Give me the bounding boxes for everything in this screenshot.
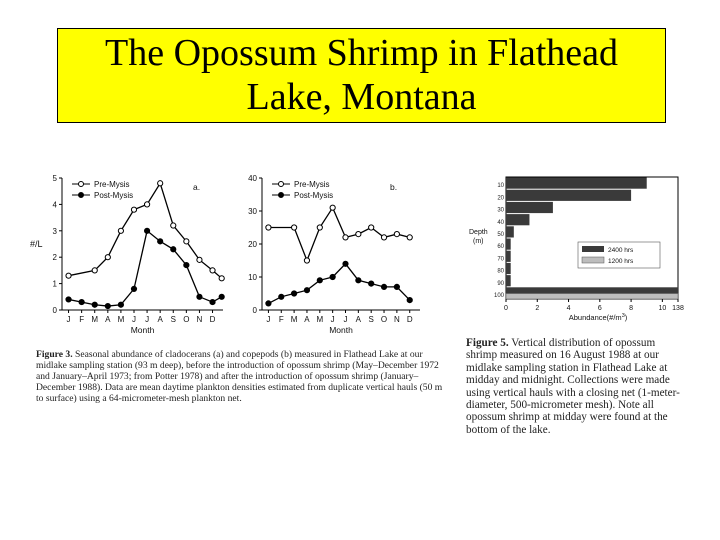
fig5-x-tick-label: 2: [535, 305, 540, 312]
fig3b-data-point: [292, 225, 297, 230]
fig3b-data-point: [279, 294, 284, 299]
figure-5-label: Figure 5.: [466, 337, 509, 349]
fig3b-data-point: [343, 235, 348, 240]
fig3b-data-point: [407, 235, 412, 240]
fig3a-data-point: [79, 299, 84, 304]
fig3b-data-point: [317, 225, 322, 230]
fig3b-x-tick-label: M: [290, 315, 298, 324]
fig5-x-tick-label: 6: [597, 305, 602, 312]
fig3a-x-tick-label: N: [196, 315, 203, 324]
fig3a-y-tick-label: 3: [52, 226, 57, 236]
fig5-x-tick-label: 4: [566, 305, 571, 312]
fig5-x-tick-label: 138: [672, 305, 684, 312]
fig5-y-tick-label: 60: [497, 244, 504, 251]
fig5-y-tick-label: 80: [497, 268, 504, 275]
fig5-x-axis-title: [569, 313, 628, 322]
fig3a-data-point: [184, 263, 189, 268]
fig5-legend-swatch-1200: [582, 257, 604, 263]
fig3a-data-point: [210, 299, 215, 304]
fig3a-data-point: [105, 255, 110, 260]
fig3b-x-tick-label: S: [368, 315, 374, 324]
fig3b-x-tick-label: D: [406, 315, 413, 324]
fig5-bar-2400: [506, 190, 631, 201]
fig3b-data-point: [330, 274, 335, 279]
fig5-y-tick-label: 50: [497, 232, 504, 238]
fig3a-data-point: [92, 268, 97, 273]
fig3a-data-point: [144, 228, 149, 233]
fig3a-data-point: [197, 257, 202, 262]
fig3b-series-line: [268, 208, 409, 261]
fig3b-data-point: [343, 261, 348, 266]
fig3b-data-point: [356, 232, 361, 237]
fig3b-x-tick-label: F: [278, 315, 284, 324]
fig3a-data-point: [144, 202, 149, 207]
fig3b-x-tick-label: M: [316, 315, 324, 324]
slide-title-line-2: Lake, Montana: [246, 76, 477, 118]
fig5-x-tick-label: 10: [658, 305, 667, 312]
fig3a-legend-label: Pre-Mysis: [94, 180, 130, 189]
fig3a-x-tick-label: S: [170, 315, 176, 324]
fig3a-x-tick-label: M: [117, 315, 125, 324]
fig3b-x-tick-label: A: [355, 315, 362, 324]
fig5-bar-2400: [506, 178, 647, 189]
fig3a-y-axis-title: #/L: [30, 239, 43, 249]
fig3b-y-tick-label: 40: [248, 174, 257, 183]
fig5-x-tick-label: 0: [504, 305, 508, 312]
fig3a-x-tick-label: M: [91, 315, 99, 324]
fig3a-data-point: [105, 303, 110, 308]
fig5-x-axis-title-sup: 3: [621, 313, 625, 319]
fig3b-x-tick-label: J: [330, 315, 335, 324]
fig3a-data-point: [219, 294, 224, 299]
fig3b-legend-marker: [279, 193, 284, 198]
fig5-y-axis-unit: (m): [473, 238, 484, 245]
fig3b-y-tick-label: 10: [248, 273, 257, 282]
fig3b-data-point: [292, 291, 297, 296]
fig3a-x-axis-title: Month: [130, 325, 155, 335]
slide-title-line-1: The Opossum Shrimp in Flathead: [105, 32, 618, 74]
fig3a-data-point: [171, 247, 176, 252]
figure-3-text: Seasonal abundance of cladocerans (a) and copepods (b) measured in Flathead Lake at our midlake sampling station (93 m deep), before the introduction of opossum shrimp (May–December 1972 and January–April 1973; from Potter 1978) and after the introduction of opossum shrimp (January–December 1988). Data are mean daytime plankton densities estimated from duplicate vertical hauls (50 m to surface) using a 64-micrometer-mesh plankton net.: [36, 349, 443, 404]
fig3b-data-point: [394, 284, 399, 289]
fig3b-data-point: [394, 232, 399, 237]
fig5-bar-2400: [506, 202, 553, 213]
fig3b-data-point: [356, 278, 361, 283]
fig3a-data-point: [158, 239, 163, 244]
fig3a-y-tick-label: 0: [52, 306, 57, 315]
fig3b-x-tick-label: A: [304, 315, 310, 324]
slide-title-box: [57, 28, 666, 123]
fig3a-data-point: [171, 223, 176, 228]
fig3a-y-tick-label: 4: [52, 200, 57, 210]
fig3a-x-tick-label: F: [79, 315, 85, 324]
fig3a-panel-label: a.: [193, 182, 201, 192]
fig5-y-tick-label: 10: [497, 183, 504, 190]
fig3b-x-tick-label: J: [343, 315, 348, 324]
fig3a-data-point: [131, 207, 136, 212]
fig5-y-tick-label: 20: [497, 195, 504, 202]
fig3a-data-point: [210, 268, 215, 273]
figure-3-caption: [36, 349, 452, 404]
fig3b-data-point: [381, 284, 386, 289]
fig5-legend-label-1200: 1200 hrs: [608, 258, 634, 265]
fig5-bar-2400: [506, 226, 514, 237]
fig3a-data-point: [184, 239, 189, 244]
fig3a-data-point: [158, 181, 163, 186]
fig3b-x-axis-title: Month: [329, 325, 353, 335]
fig3b-legend-label: Pre-Mysis: [294, 180, 330, 189]
fig3a-x-tick-label: J: [66, 315, 71, 324]
fig5-x-axis-title-main: Abundance(#/m: [568, 313, 622, 322]
fig5-bar-2400: [506, 214, 529, 225]
fig3a-x-tick-label: A: [105, 315, 111, 324]
fig5-y-tick-label: 30: [497, 207, 504, 214]
fig3a-data-point: [131, 286, 136, 291]
fig3b-data-point: [317, 278, 322, 283]
fig3b-data-point: [266, 225, 271, 230]
chart-copepods: [240, 168, 430, 343]
fig3b-data-point: [407, 298, 412, 303]
fig3b-data-point: [330, 205, 335, 210]
fig3b-x-tick-label: O: [380, 315, 388, 324]
figure-3-label: Figure 3.: [36, 349, 73, 360]
chart-cladocerans: [28, 168, 233, 343]
fig3a-y-tick-label: 1: [52, 279, 57, 289]
fig3a-y-tick-label: 2: [52, 253, 57, 263]
fig3a-y-tick-label: 5: [52, 174, 57, 183]
fig3a-data-point: [118, 302, 123, 307]
fig5-bar-2400: [506, 239, 511, 250]
fig3b-legend-label: Post-Mysis: [294, 191, 334, 200]
fig5-y-tick-label: 100: [493, 293, 504, 299]
fig5-x-tick-label: 8: [629, 305, 634, 312]
fig3a-x-tick-label: J: [131, 315, 136, 324]
fig3b-x-tick-label: J: [266, 315, 271, 324]
fig5-legend-label-2400: 2400 hrs: [608, 247, 634, 254]
fig3a-data-point: [66, 297, 71, 302]
fig3b-y-tick-label: 30: [248, 207, 257, 216]
fig3b-data-point: [369, 281, 374, 286]
fig5-y-axis-title: Depth: [469, 229, 488, 236]
fig5-bar-2400: [506, 263, 511, 274]
fig3a-data-point: [66, 273, 71, 278]
fig3b-x-tick-label: N: [393, 315, 400, 324]
fig3a-legend-marker: [79, 193, 84, 198]
fig3a-x-tick-label: O: [183, 315, 190, 324]
fig3a-data-point: [197, 294, 202, 299]
fig3b-data-point: [304, 258, 309, 263]
chart-depth-distribution: [460, 172, 695, 332]
fig5-bar-2400: [506, 275, 511, 286]
fig3a-x-tick-label: D: [209, 315, 216, 324]
fig5-bar-2400: [506, 251, 511, 262]
fig3b-y-tick-label: 0: [252, 306, 257, 315]
fig5-bar-1200: [506, 294, 678, 299]
fig3a-x-tick-label: A: [157, 315, 163, 324]
fig5-legend-swatch-2400: [582, 246, 604, 252]
fig3b-data-point: [304, 288, 309, 293]
fig3a-data-point: [92, 302, 97, 307]
fig3b-y-tick-label: 20: [248, 240, 257, 249]
fig3a-data-point: [118, 228, 123, 233]
figure-5-text: Vertical distribution of opossum shrimp measured on 16 August 1988 at our midlake sampling station in Flathead Lake at midday and midnight. Collections were made using vertical hauls with a closing net (1-meter-diameter, 500-micrometer mesh). Note all opossum shrimp at midday were found at the bottom of the lake.: [466, 337, 680, 436]
fig3a-legend-marker: [79, 182, 84, 187]
fig3a-legend-label: Post-Mysis: [94, 191, 134, 200]
fig3a-x-tick-label: J: [145, 315, 150, 324]
fig5-y-tick-label: 90: [497, 280, 504, 287]
figure-5-caption: [466, 337, 688, 436]
fig3b-data-point: [266, 301, 271, 306]
fig3b-data-point: [369, 225, 374, 230]
fig3b-series-line: [268, 264, 409, 304]
fig5-y-tick-label: 40: [497, 219, 504, 226]
fig3b-data-point: [381, 235, 386, 240]
fig3b-panel-label: b.: [390, 182, 398, 192]
fig3b-legend-marker: [279, 182, 284, 187]
fig5-y-tick-label: 70: [497, 256, 504, 263]
fig5-x-axis-title-end: ): [624, 313, 628, 322]
fig3a-data-point: [219, 276, 224, 281]
